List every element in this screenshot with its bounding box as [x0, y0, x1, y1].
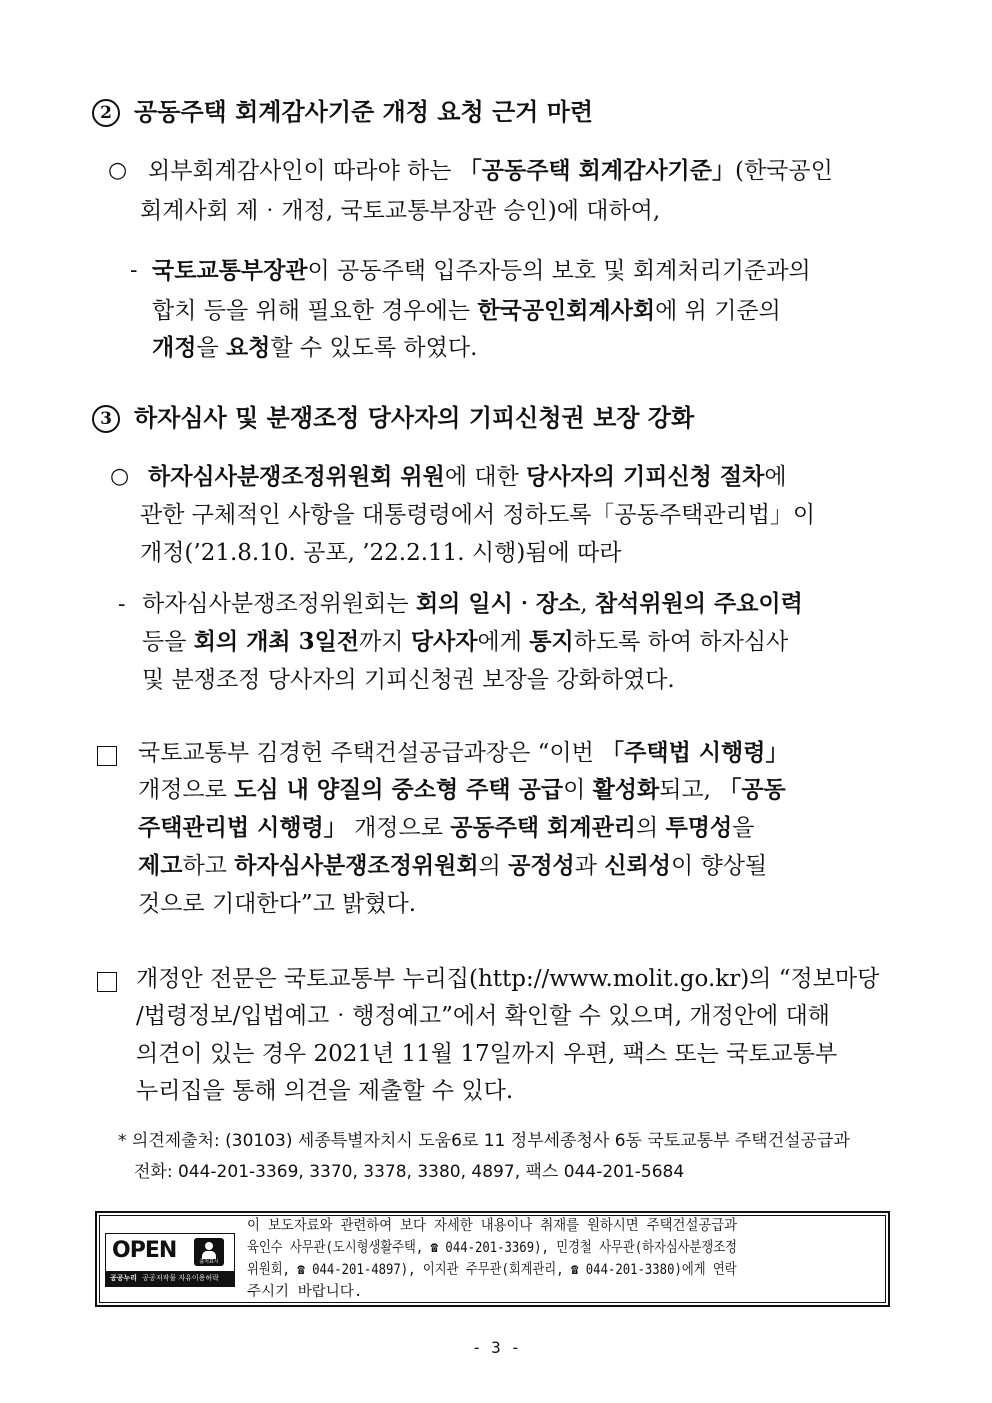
checkbox-square-icon — [97, 746, 117, 766]
paragraph-line: 하자심사분쟁조정위원회 위원에 대한 당사자의 기피신청 절차에 — [148, 463, 787, 490]
contact-box — [95, 1211, 890, 1307]
paragraph-line: 제고하고 하자심사분쟁조정위원회의 공정성과 신뢰성이 향상될 — [138, 852, 768, 879]
person-icon: 출처표시 — [194, 1238, 224, 1266]
paragraph-line: 합치 등을 위해 필요한 경우에는 한국공인회계사회에 위 기준의 — [152, 297, 781, 324]
paragraph-line: 개정을 요청할 수 있도록 하였다. — [152, 334, 478, 361]
section-2-heading — [92, 92, 593, 127]
contact-line: 육인수 사무관(도시형생활주택, ☎ 044-201-3369), 민경철 사무관(하자심사분쟁조정 — [247, 1240, 737, 1256]
section-title: 공동주택 회계감사기준 개정 요청 근거 마련 — [134, 97, 594, 126]
contact-line: 주시기 바랍니다. — [247, 1284, 363, 1300]
paragraph-line: 외부회계감사인이 따라야 하는 「공동주택 회계감사기준」(한국공인 — [148, 157, 833, 184]
circle-bullet-icon: ○ — [110, 464, 130, 489]
contact-line: 이 보도자료와 관련하여 보다 자세한 내용이나 취재를 원하시면 주택건설공급과 — [247, 1218, 738, 1234]
paragraph-line: 국토교통부장관이 공동주택 입주자등의 보호 및 회계처리기준과의 — [152, 257, 811, 284]
paragraph-line: /법령정보/입법예고‧행정예고”에서 확인할 수 있으며, 개정안에 대해 — [136, 1003, 831, 1029]
circle-bullet-icon: ○ — [108, 158, 128, 183]
paragraph-line: 회계사회 제‧개정, 국토교통부장관 승인)에 대하여, — [140, 198, 661, 224]
section-title: 하자심사 및 분쟁조정 당사자의 기피신청권 보장 강화 — [134, 403, 695, 432]
paragraph-line: 하자심사분쟁조정위원회는 회의 일시‧장소, 참석위원의 주요이력 — [142, 590, 803, 617]
paragraph-line: 국토교통부 김경헌 주택건설공급과장은 “이번 「주택법 시행령」 — [138, 739, 789, 766]
footnote-line: 전화: 044-201-3369, 3370, 3378, 3380, 4897, 팩스 044-201-5684 — [134, 1162, 685, 1182]
page-number: - 3 - — [471, 1338, 521, 1357]
paragraph-line: 개정으로 도심 내 양질의 중소형 주택 공급이 활성화되고, 「공동 — [138, 776, 786, 803]
section-3-heading — [92, 398, 694, 433]
paragraph-line: 것으로 기대한다”고 밝혔다. — [138, 891, 417, 917]
paragraph-line: 주택관리법 시행령」 개정으로 공동주택 회계관리의 투명성을 — [138, 814, 755, 841]
dash-bullet: - — [118, 592, 126, 617]
checkbox-square-icon — [97, 972, 117, 992]
section-number: 2 — [92, 99, 120, 127]
dash-bullet: - — [130, 258, 138, 283]
contact-line: 위원회, ☎ 044-201-4897), 이지관 주무관(회계관리, ☎ 044-201-3380)에게 연락 — [247, 1262, 737, 1278]
paragraph-line: 의견이 있는 경우 2021년 11월 17일까지 우편, 팩스 또는 국토교통부 — [136, 1041, 838, 1067]
paragraph-line: 및 분쟁조정 당사자의 기피신청권 보장을 강화하였다. — [142, 667, 675, 693]
paragraph-line: 누리집을 통해 의견을 제출할 수 있다. — [136, 1078, 514, 1104]
footnote-line: * 의견제출처: (30103) 세종특별자치시 도움6로 11 정부세종청사 6동 국토교통부 주택건설공급과 — [118, 1131, 850, 1151]
paragraph-line: 관한 구체적인 사항을 대통령령에서 정하도록「공동주택관리법」이 — [140, 502, 816, 528]
section-number: 3 — [92, 405, 120, 433]
paragraph-line: 개정(’21.8.10. 공포, ’22.2.11. 시행)됨에 따라 — [140, 540, 622, 566]
paragraph-line: 개정안 전문은 국토교통부 누리집(http://www.molit.go.kr)의 “정보마당 — [136, 966, 880, 992]
open-license-logo-icon: OPEN 출처표시 공공누리 공공저작물 자유이용허락 — [105, 1233, 235, 1287]
paragraph-line: 등을 회의 개최 3일전까지 당사자에게 통지하도록 하여 하자심사 — [142, 628, 789, 655]
